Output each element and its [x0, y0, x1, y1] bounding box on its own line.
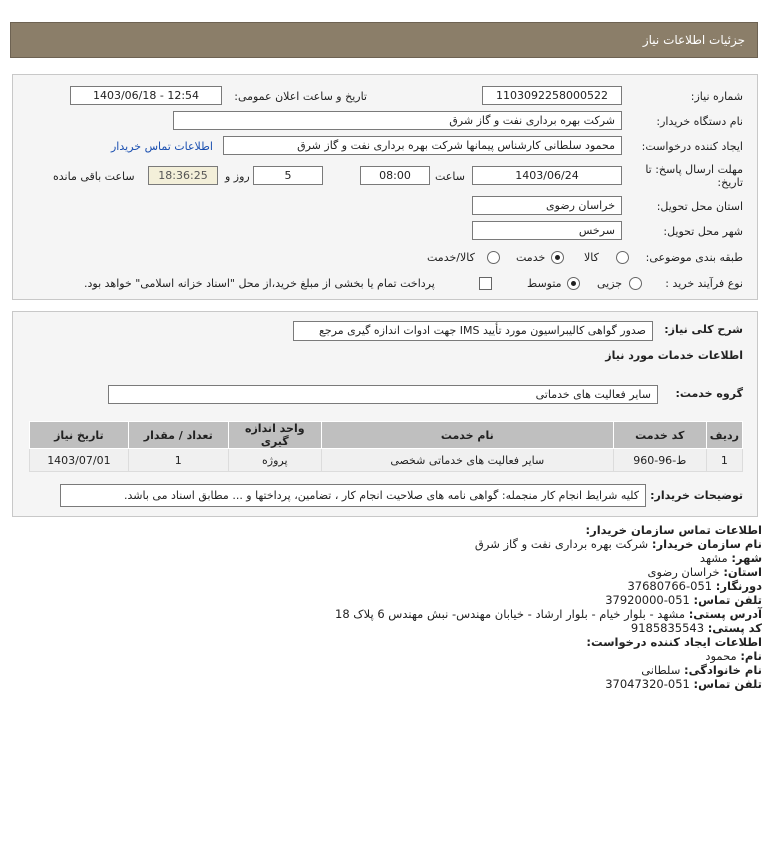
col-service-name: نام خدمت [321, 422, 613, 449]
table-row [30, 449, 743, 472]
creator-first-name: محمود [705, 649, 737, 663]
need-details-panel [12, 311, 758, 517]
creator-phone: 051-37047320 [605, 677, 690, 691]
category-radio-goods[interactable] [616, 251, 629, 264]
category-option-goods-service: کالا/خدمت [427, 251, 475, 264]
service-group-field: سایر فعالیت های خدماتی [108, 385, 658, 404]
process-label: نوع فرآیند خرید : [665, 277, 743, 290]
treasury-payment-checkbox[interactable] [479, 277, 492, 290]
contact-city: مشهد [699, 551, 728, 565]
buyer-org-label: نام دستگاه خریدار: [656, 115, 743, 128]
category-radio-service[interactable] [551, 251, 564, 264]
table-header-row [30, 422, 743, 449]
service-group-label: گروه خدمت: [675, 387, 743, 400]
process-option-minor: جزیی [597, 277, 623, 290]
requester-label: ایجاد کننده درخواست: [641, 140, 743, 153]
announce-field: 1403/06/18 - 12:54 [70, 86, 222, 105]
province-label: استان محل تحویل: [656, 200, 743, 213]
need-number-label: شماره نیاز: [690, 90, 743, 103]
category-option-goods: کالا [584, 251, 599, 264]
col-service-code: کد خدمت [613, 422, 706, 449]
buyer-contact-info [262, 523, 762, 691]
buyer-contact-link[interactable]: اطلاعات تماس خریدار [111, 140, 213, 153]
process-option-medium: متوسط [527, 277, 562, 290]
treasury-payment-note: پرداخت تمام یا بخشی از مبلغ خرید،از محل "اسناد خزانه اسلامی" خواهد بود. [84, 277, 435, 290]
col-need-date: تاریخ نیاز [30, 422, 129, 449]
time-label: ساعت [435, 170, 465, 183]
days-field: 5 [253, 166, 323, 185]
creator-last-name-label: نام خانوادگی: [684, 663, 762, 677]
creator-heading: اطلاعات ایجاد کننده درخواست: [586, 635, 762, 649]
contact-org: شرکت بهره برداری نفت و گاز شرق [474, 537, 649, 551]
buyer-notes-label: توضیحات خریدار: [650, 489, 743, 502]
page-title: جزئیات اطلاعات نیاز [642, 33, 745, 47]
contact-phone: 051-37920000 [605, 593, 690, 607]
creator-first-name-label: نام: [740, 649, 762, 663]
contact-province: خراسان رضوی [647, 565, 720, 579]
contact-phone-label: تلفن تماس: [693, 593, 762, 607]
cell-service-name: سایر فعالیت های خدماتی شخصی [321, 449, 613, 472]
announce-label: تاریخ و ساعت اعلان عمومی: [234, 90, 367, 103]
creator-last-name: سلطانی [641, 663, 681, 677]
cell-need-date: 1403/07/01 [30, 449, 129, 472]
cell-row-number: 1 [706, 449, 742, 472]
province-field: خراسان رضوی [472, 196, 622, 215]
buyer-org-field: شرکت بهره برداری نفت و گاز شرق [173, 111, 622, 130]
category-radio-goods-service[interactable] [487, 251, 500, 264]
days-label: روز و [225, 170, 250, 183]
city-label: شهر محل تحویل: [663, 225, 743, 238]
contact-fax: 051-37680766 [627, 579, 713, 593]
need-description-field: صدور گواهی کالیبراسیون مورد تأیید IMS جهت ادوات اندازه گیری مرجع [293, 321, 653, 341]
col-row-number: ردیف [706, 422, 742, 449]
process-radio-minor[interactable] [629, 277, 642, 290]
requester-field: محمود سلطانی کارشناس پیمانها شرکت بهره برداری نفت و گاز شرق [223, 136, 622, 155]
contact-postal: 9185835543 [630, 621, 705, 635]
contact-address-label: آدرس پستی: [688, 607, 762, 621]
remaining-label: ساعت باقی مانده [53, 170, 135, 183]
city-field: سرخس [472, 221, 622, 240]
request-info-panel [12, 74, 758, 300]
col-unit: واحد اندازه گیری [228, 422, 321, 449]
contact-fax-label: دورنگار: [715, 579, 762, 593]
cell-service-code: ط-96-960 [613, 449, 706, 472]
process-radio-medium[interactable] [567, 277, 580, 290]
deadline-label: مهلت ارسال پاسخ: تا تاریخ: [645, 163, 743, 189]
contact-province-label: استان: [723, 565, 762, 579]
buyer-notes-field: کلیه شرایط انجام کار منجمله: گواهی نامه های صلاحیت انجام کار ، تضامین، پرداختها و ... مطابق اسناد می باشد. [60, 484, 646, 507]
remaining-time-field: 18:36:25 [148, 166, 218, 185]
contact-heading: اطلاعات تماس سازمان خریدار: [585, 523, 762, 537]
need-number-field: 1103092258000522 [482, 86, 622, 105]
page-title-bar [10, 22, 758, 58]
col-quantity: تعداد / مقدار [128, 422, 228, 449]
contact-address: مشهد - بلوار خیام - بلوار ارشاد - خیابان مهندس- نبش مهندس 6 پلاک 18 [335, 607, 686, 621]
contact-city-label: شهر: [731, 551, 762, 565]
deadline-date-field: 1403/06/24 [472, 166, 622, 185]
deadline-time-field: 08:00 [360, 166, 430, 185]
contact-org-label: نام سازمان خریدار: [651, 537, 762, 551]
contact-postal-label: کد پستی: [707, 621, 762, 635]
need-description-label: شرح کلی نیاز: [664, 323, 743, 336]
category-option-service: خدمت [516, 251, 546, 264]
services-heading: اطلاعات خدمات مورد نیاز [605, 349, 743, 362]
category-label: طبقه بندی موضوعی: [645, 251, 743, 264]
services-table [29, 421, 743, 472]
creator-phone-label: تلفن تماس: [693, 677, 762, 691]
cell-unit: پروژه [228, 449, 321, 472]
cell-quantity: 1 [128, 449, 228, 472]
